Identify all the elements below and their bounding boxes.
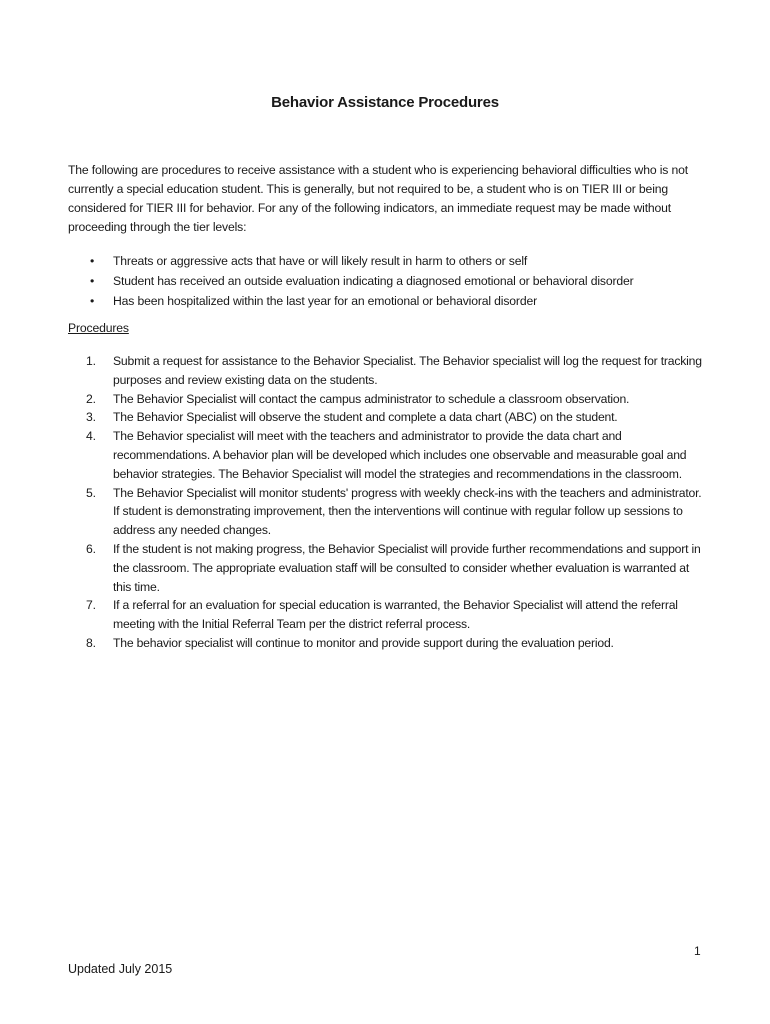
bullet-text: Has been hospitalized within the last year for an emotional or behavioral disorder bbox=[113, 294, 537, 308]
step-text: The behavior specialist will continue to monitor and provide support during the evaluation period. bbox=[113, 635, 614, 650]
procedure-step bbox=[68, 408, 708, 427]
intro-paragraph: The following are procedures to receive assistance with a student who is experiencing behavioral difficulties who is not currently a special education student. This is generally, but not required to be, a student who is on TIER III or being considered for TIER III for behavior. For any of the following indicators, an immediate request may be made without proceeding through the tier levels: bbox=[68, 163, 688, 234]
procedure-steps bbox=[68, 352, 708, 653]
footer-updated-date: Updated July 2015 bbox=[68, 962, 173, 976]
step-text: The Behavior specialist will meet with the teachers and administrator to provide the data chart and recommendations. A behavior plan will be developed which includes one observable and measurable goal and behavior strategies. The Behavior Specialist will model the strategies and recommendations in the classroom. bbox=[113, 429, 687, 481]
step-number: 6. bbox=[86, 541, 96, 556]
list-item bbox=[68, 271, 708, 291]
step-text: The Behavior Specialist will contact the campus administrator to schedule a classroom observation. bbox=[113, 391, 630, 406]
list-item bbox=[68, 291, 708, 311]
bullet-text: Threats or aggressive acts that have or will likely result in harm to others or self bbox=[113, 254, 528, 268]
procedure-step bbox=[68, 352, 708, 390]
step-number: 1. bbox=[86, 354, 96, 368]
procedure-step bbox=[68, 427, 708, 483]
bullet-text: Student has received an outside evaluation indicating a diagnosed emotional or behavioral disorder bbox=[113, 274, 634, 288]
step-text: If the student is not making progress, the Behavior Specialist will provide further recommendations and support in the classroom. The appropriate evaluation staff will be consulted to consider whether evaluation is warranted at this time. bbox=[113, 541, 701, 594]
step-text: The Behavior Specialist will observe the student and complete a data chart (ABC) on the student. bbox=[113, 410, 618, 425]
procedure-step bbox=[68, 390, 708, 409]
page-number: 1 bbox=[694, 944, 701, 958]
procedures-heading: Procedures bbox=[68, 321, 129, 335]
step-text: The Behavior Specialist will monitor students' progress with weekly check-ins with the teachers and administrator. If student is demonstrating improvement, then the interventions will continue with regular follow up sessions to address any needed changes. bbox=[113, 485, 702, 538]
step-number: 5. bbox=[86, 485, 96, 500]
bullet-icon: • bbox=[90, 294, 95, 308]
step-number: 8. bbox=[86, 635, 96, 650]
bullet-icon: • bbox=[90, 274, 95, 288]
step-text: Submit a request for assistance to the Behavior Specialist. The Behavior specialist will log the request for tracking purposes and review existing data on the students. bbox=[113, 354, 702, 387]
step-text: If a referral for an evaluation for special education is warranted, the Behavior Specialist will attend the referral meeting with the Initial Referral Team per the district referral process. bbox=[113, 598, 678, 632]
procedure-step bbox=[68, 484, 708, 540]
document-title: Behavior Assistance Procedures bbox=[271, 94, 499, 111]
procedure-step bbox=[68, 540, 708, 596]
indicator-list bbox=[68, 251, 708, 311]
bullet-icon: • bbox=[90, 254, 95, 268]
step-number: 4. bbox=[86, 429, 96, 444]
procedure-step bbox=[68, 596, 708, 634]
step-number: 3. bbox=[86, 410, 96, 425]
procedure-step bbox=[68, 634, 708, 653]
step-number: 7. bbox=[86, 598, 96, 613]
step-number: 2. bbox=[86, 391, 96, 406]
list-item bbox=[68, 251, 708, 271]
